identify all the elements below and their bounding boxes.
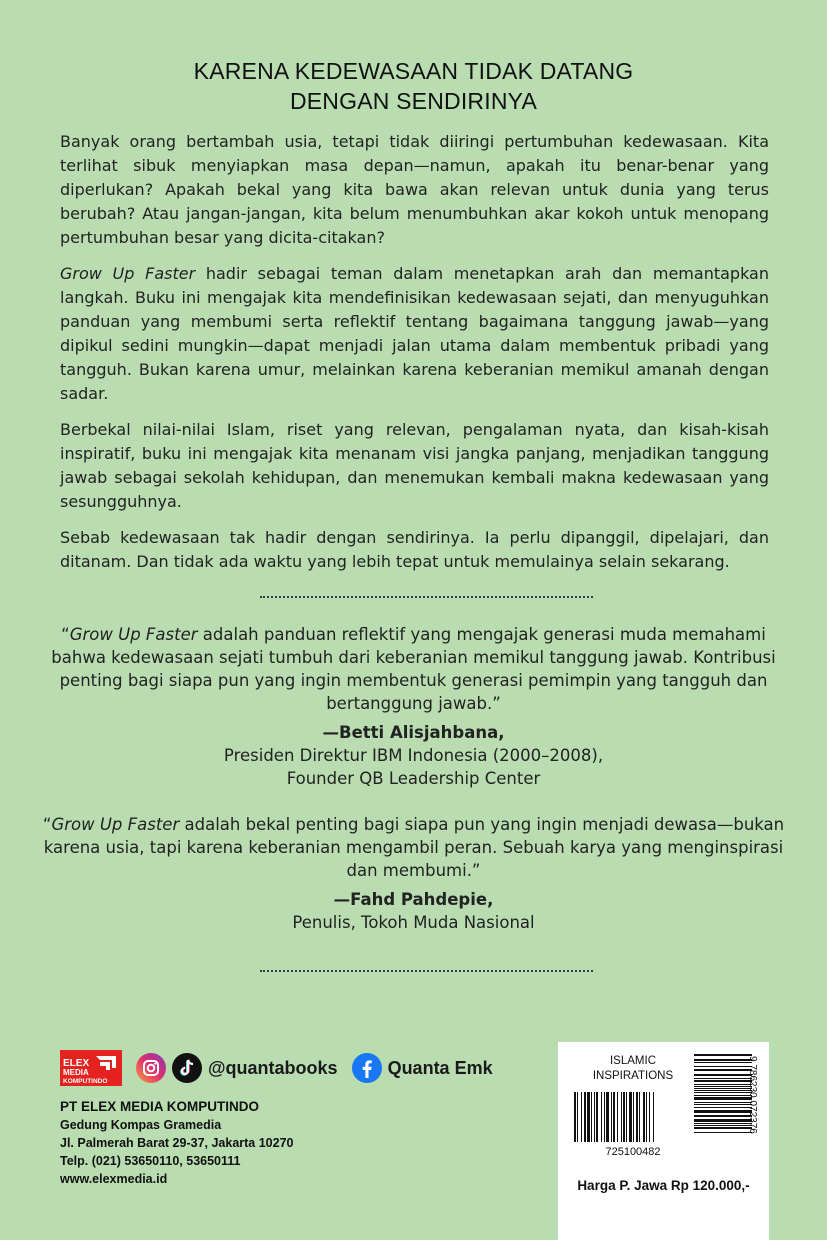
logo-text-elex: ELEX (63, 1058, 90, 1069)
isbn-barcode-bar (694, 1086, 752, 1087)
category-line-1: ISLAMIC (609, 1055, 656, 1067)
isbn-barcode-bar (694, 1110, 752, 1113)
isbn-barcode-bar (694, 1123, 752, 1124)
testimonial-1-role-1: Presiden Direktur IBM Indonesia (2000–2008), (223, 746, 604, 765)
open-quote: “ (61, 625, 70, 644)
testimonial-1 (40, 623, 787, 790)
barcode-bar (621, 1092, 622, 1142)
barcode-number: 725100482 (605, 1146, 661, 1158)
isbn-barcode-bar (694, 1066, 752, 1067)
synopsis-paragraph-3: Berbekal nilai-nilai Islam, riset yang relevan, pengalaman nyata, dan kisah-kisah inspiratif, buku ini mengajak kita menanam visi jangka panjang, menjadikan tanggung jawab sebagai sekolah kehidupan, dan menemukan kembali makna kedewasaan yang sesungguhnya. (60, 420, 769, 511)
testimonial-2-role-1: Penulis, Tokoh Muda Nasional (292, 913, 535, 932)
paragraph-2-text: hadir sebagai teman dalam menetapkan arah dan memantapkan langkah. Buku ini mengajak kita mendefinisikan kedewasaan sejati, dan menyuguhkan panduan yang membumi serta reflektif tentang bagaimana tanggung jawab—yang dipikul sedini mungkin—dapat menjadi jalan utama dalam membentuk pribadi yang tangguh. Bukan karena umur, melainkan karena keberanian memikul amanah dengan sadar. (60, 264, 769, 403)
testimonial-1-text (40, 623, 787, 715)
barcode-bar (643, 1092, 645, 1142)
barcode-bar (639, 1092, 640, 1142)
isbn-barcode-bar (694, 1127, 752, 1129)
publisher-phone: Telp. (021) 53650110, 53650111 (60, 1154, 241, 1168)
isbn-barcode-bar (694, 1088, 752, 1089)
publisher-website[interactable]: www.elexmedia.id (60, 1172, 168, 1186)
instagram-icon (136, 1053, 166, 1083)
isbn-number: 9 786230 072376 (747, 1056, 758, 1134)
barcode-bar (587, 1092, 590, 1142)
book-category (578, 1054, 688, 1084)
dotted-divider-bottom (260, 970, 593, 972)
barcode-bar (606, 1092, 609, 1142)
price-label: Harga P. Jawa Rp 120.000,- (577, 1178, 750, 1193)
isbn-barcode-bar (694, 1119, 752, 1122)
elex-media-logo (60, 1050, 122, 1086)
barcode-bar (623, 1092, 625, 1142)
barcode-panel (558, 1042, 769, 1240)
barcode-bar (596, 1092, 598, 1142)
tiktok-icon (172, 1053, 202, 1083)
social-handle[interactable]: @quantabooks (208, 1057, 338, 1078)
isbn-barcode-bar (694, 1090, 752, 1091)
barcode-bar (574, 1092, 576, 1142)
barcode-bar (584, 1092, 586, 1142)
barcode-bar (591, 1092, 592, 1142)
barcode-bar (626, 1092, 627, 1142)
open-quote: “ (42, 815, 52, 834)
isbn-barcode-bar (694, 1059, 752, 1061)
barcode-bar (649, 1092, 650, 1142)
synopsis-paragraph-1: Banyak orang bertambah usia, tetapi tidak diiringi pertumbuhan kedewasaan. Kita terlihat sibuk menyiapkan masa depan—namun, apakah itu benar-benar yang diperlukan? Apakah bekal yang kita bawa akan relevan untuk dunia yang terus berubah? Atau jangan-jangan, kita belum menumbuhkan akar kokoh untuk menopang pertumbuhan besar yang dicita-citakan? (60, 132, 769, 247)
publisher-name: PT ELEX MEDIA KOMPUTINDO (60, 1099, 260, 1114)
publisher-address: Jl. Palmerah Barat 29-37, Jakarta 10270 (60, 1136, 294, 1150)
isbn-barcode-bar (694, 1074, 752, 1076)
isbn-barcode-bar (694, 1102, 752, 1103)
isbn-barcode-bar (694, 1107, 752, 1108)
barcode-bar (613, 1092, 615, 1142)
barcode-bar (633, 1092, 634, 1142)
isbn-barcode-bar (694, 1080, 752, 1082)
isbn-barcode-bar (694, 1054, 752, 1056)
isbn-barcode-bar (694, 1092, 752, 1093)
title-line-1: KARENA KEDEWASAAN TIDAK DATANG (193, 58, 634, 84)
barcode-bar (601, 1092, 602, 1142)
testimonial-2-text (40, 813, 787, 882)
barcode-bar (611, 1092, 612, 1142)
testimonial-1-body: adalah panduan reflektif yang mengajak generasi muda memahami bahwa kedewasaan sejati tumbuh dari keberanian memikul tanggung jawab. Kontribusi penting bagi siapa pun yang ingin membentuk generasi pemimpin yang tangguh dan bertanggung jawab.” (51, 625, 776, 713)
testimonial-2-author: —Fahd Pahdepie, (333, 890, 494, 909)
facebook-icon (352, 1053, 382, 1083)
testimonial-2 (40, 813, 787, 934)
isbn-barcode-bar (694, 1115, 752, 1117)
publisher-building: Gedung Kompas Gramedia (60, 1118, 222, 1132)
isbn-barcode-bar (694, 1095, 752, 1096)
isbn-barcode-bar (694, 1125, 752, 1126)
isbn-barcode-bar (694, 1132, 752, 1133)
book-name-italic: Grow Up Faster (60, 264, 196, 283)
isbn-barcode-bar (694, 1078, 752, 1079)
barcode-bar (629, 1092, 632, 1142)
barcode-bar (581, 1092, 582, 1142)
barcode-bar (577, 1092, 578, 1142)
isbn-barcode-bar (694, 1097, 752, 1100)
category-line-2: INSPIRATIONS (592, 1070, 674, 1082)
barcode-bar (646, 1092, 647, 1142)
barcode-bar (594, 1092, 595, 1142)
barcode-bar (604, 1092, 605, 1142)
testimonial-1-role-2: Founder QB Leadership Center (286, 769, 541, 788)
barcode-bar (636, 1092, 638, 1142)
synopsis-paragraph-4: Sebab kedewasaan tak hadir dengan sendirinya. Ia perlu dipanggil, dipelajari, dan ditanam. Dan tidak ada waktu yang lebih tepat untuk memulainya selain sekarang. (60, 528, 769, 571)
synopsis-paragraph-2 (60, 262, 769, 406)
barcode-bar (653, 1092, 654, 1142)
isbn-barcode-bar (694, 1104, 752, 1105)
facebook-page-name[interactable]: Quanta Emk (387, 1057, 493, 1078)
logo-text-media: MEDIA (63, 1068, 89, 1077)
book-title (0, 56, 827, 116)
barcode-bars (572, 1092, 692, 1142)
isbn-barcode-bar (694, 1062, 752, 1063)
publisher-info (60, 1098, 294, 1188)
book-name-italic: Grow Up Faster (51, 815, 180, 834)
barcode-bar (617, 1092, 618, 1142)
dotted-divider-top (260, 596, 593, 598)
synopsis (60, 130, 769, 586)
book-name-italic: Grow Up Faster (69, 625, 198, 644)
isbn-barcode-bar (694, 1069, 752, 1071)
isbn-barcode-bars (694, 1052, 754, 1170)
title-line-2: DENGAN SENDIRINYA (289, 88, 538, 114)
testimonial-2-body: adalah bekal penting bagi siapa pun yang ingin menjadi dewasa—bukan karena usia, tapi karena keberanian mengambil peran. Sebuah karya yang menginspirasi dan membumi.” (43, 815, 785, 880)
testimonial-1-author: —Betti Alisjahbana, (322, 723, 505, 742)
social-links (136, 1052, 493, 1084)
logo-text-komputindo: KOMPUTINDO (63, 1078, 108, 1085)
isbn-barcode-bar (694, 1084, 752, 1085)
